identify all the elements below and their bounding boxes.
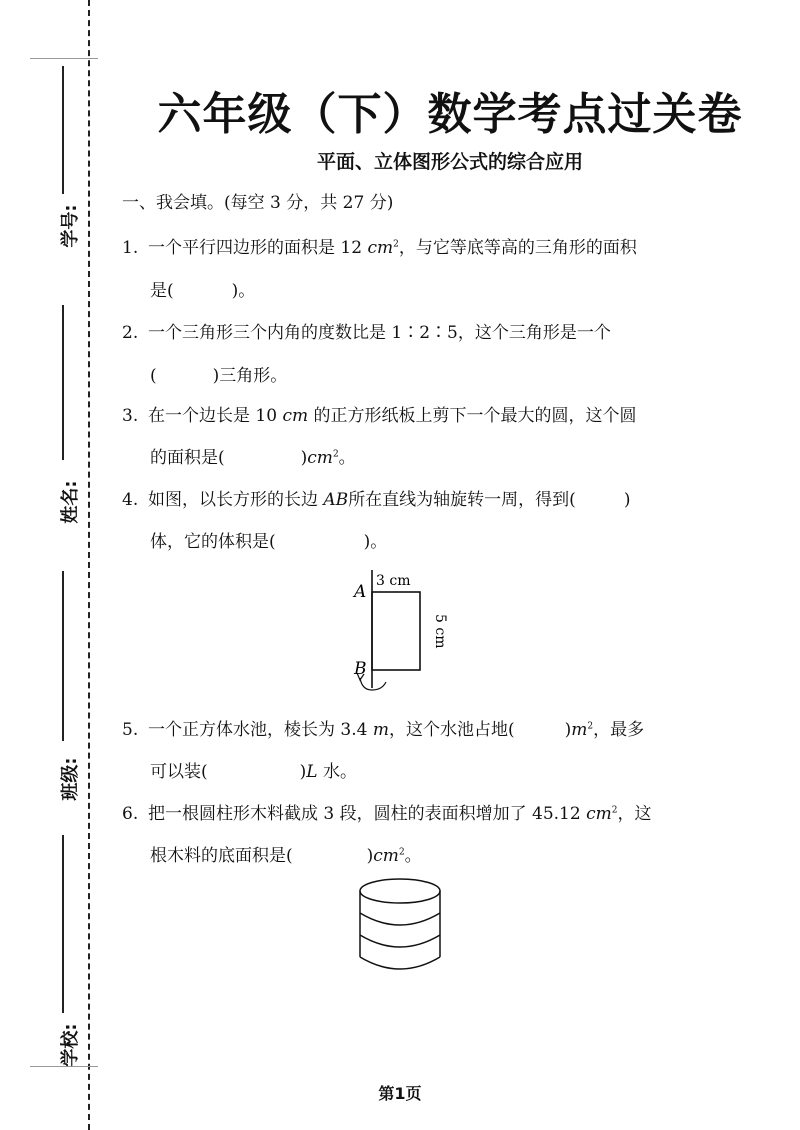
question-2-line-2: ( )三角形。 [150,366,288,386]
question-1-line-1: 1. 一个平行四边形的面积是 12 $cm^2$，与它等底等高的三角形的面积 [122,238,637,258]
fold-line [88,0,90,1130]
question-3-line-2: 的面积是( )$cm^2$。 [150,448,356,468]
section-heading: 一、我会填。(每空 3 分，共 27 分) [122,193,394,213]
name-underline [62,305,64,460]
school-underline [62,835,64,1013]
width-label: 3 cm [376,573,411,589]
class-label: 班级: [60,757,81,801]
question-1-number: 1. [122,238,139,258]
label-a: A [354,582,367,602]
student-id-underline [62,66,64,194]
binding-strip [0,0,100,1130]
question-1-line-2: 是( )。 [150,281,256,301]
question-3-number: 3. [122,406,139,426]
question-2-line-1: 2. 一个三角形三个内角的度数比是 1∶2∶5，这个三角形是一个 [122,323,611,343]
question-3-line-1: 3. 在一个边长是 10 cm 的正方形纸板上剪下一个最大的圆，这个圆 [122,406,637,426]
cylinder-figure [355,875,445,975]
cut-line-1 [360,913,440,925]
page-title: 六年级（下）数学考点过关卷 [157,89,743,140]
cut-line-2 [360,935,440,947]
class-underline [62,571,64,741]
page-number: 第1页 [378,1084,422,1103]
page-subtitle: 平面、立体图形公式的综合应用 [316,151,583,173]
cylinder-top [360,879,440,903]
rectangle [372,592,420,670]
label-b: B [354,659,367,679]
rotation-arrow-icon [360,678,386,690]
question-4-line-2: 体，它的体积是( )。 [150,532,388,552]
height-label: 5 cm [432,614,448,649]
question-5-number: 5. [122,720,139,740]
cylinder-bottom [360,957,440,969]
question-4-line-1: 4. 如图，以长方形的长边 AB所在直线为轴旋转一周，得到( ) [122,490,631,510]
question-4-number: 4. [122,490,139,510]
question-6-number: 6. [122,804,139,824]
student-id-label: 学号: [60,204,81,248]
question-5-line-2: 可以装( )L 水。 [150,762,357,782]
rectangle-rotation-figure [340,562,460,696]
question-6-line-2: 根木料的底面积是( )$cm^2$。 [150,846,422,866]
name-label: 姓名: [60,480,81,524]
question-5-line-1: 5. 一个正方体水池，棱长为 3.4 m，这个水池占地( )$m^2$，最多 [122,720,645,740]
school-label: 学校: [60,1023,81,1067]
binding-top-rule [30,58,98,59]
question-2-number: 2. [122,323,139,343]
question-6-line-1: 6. 把一根圆柱形木料截成 3 段，圆柱的表面积增加了 45.12 $cm^2$，这 [122,804,652,824]
